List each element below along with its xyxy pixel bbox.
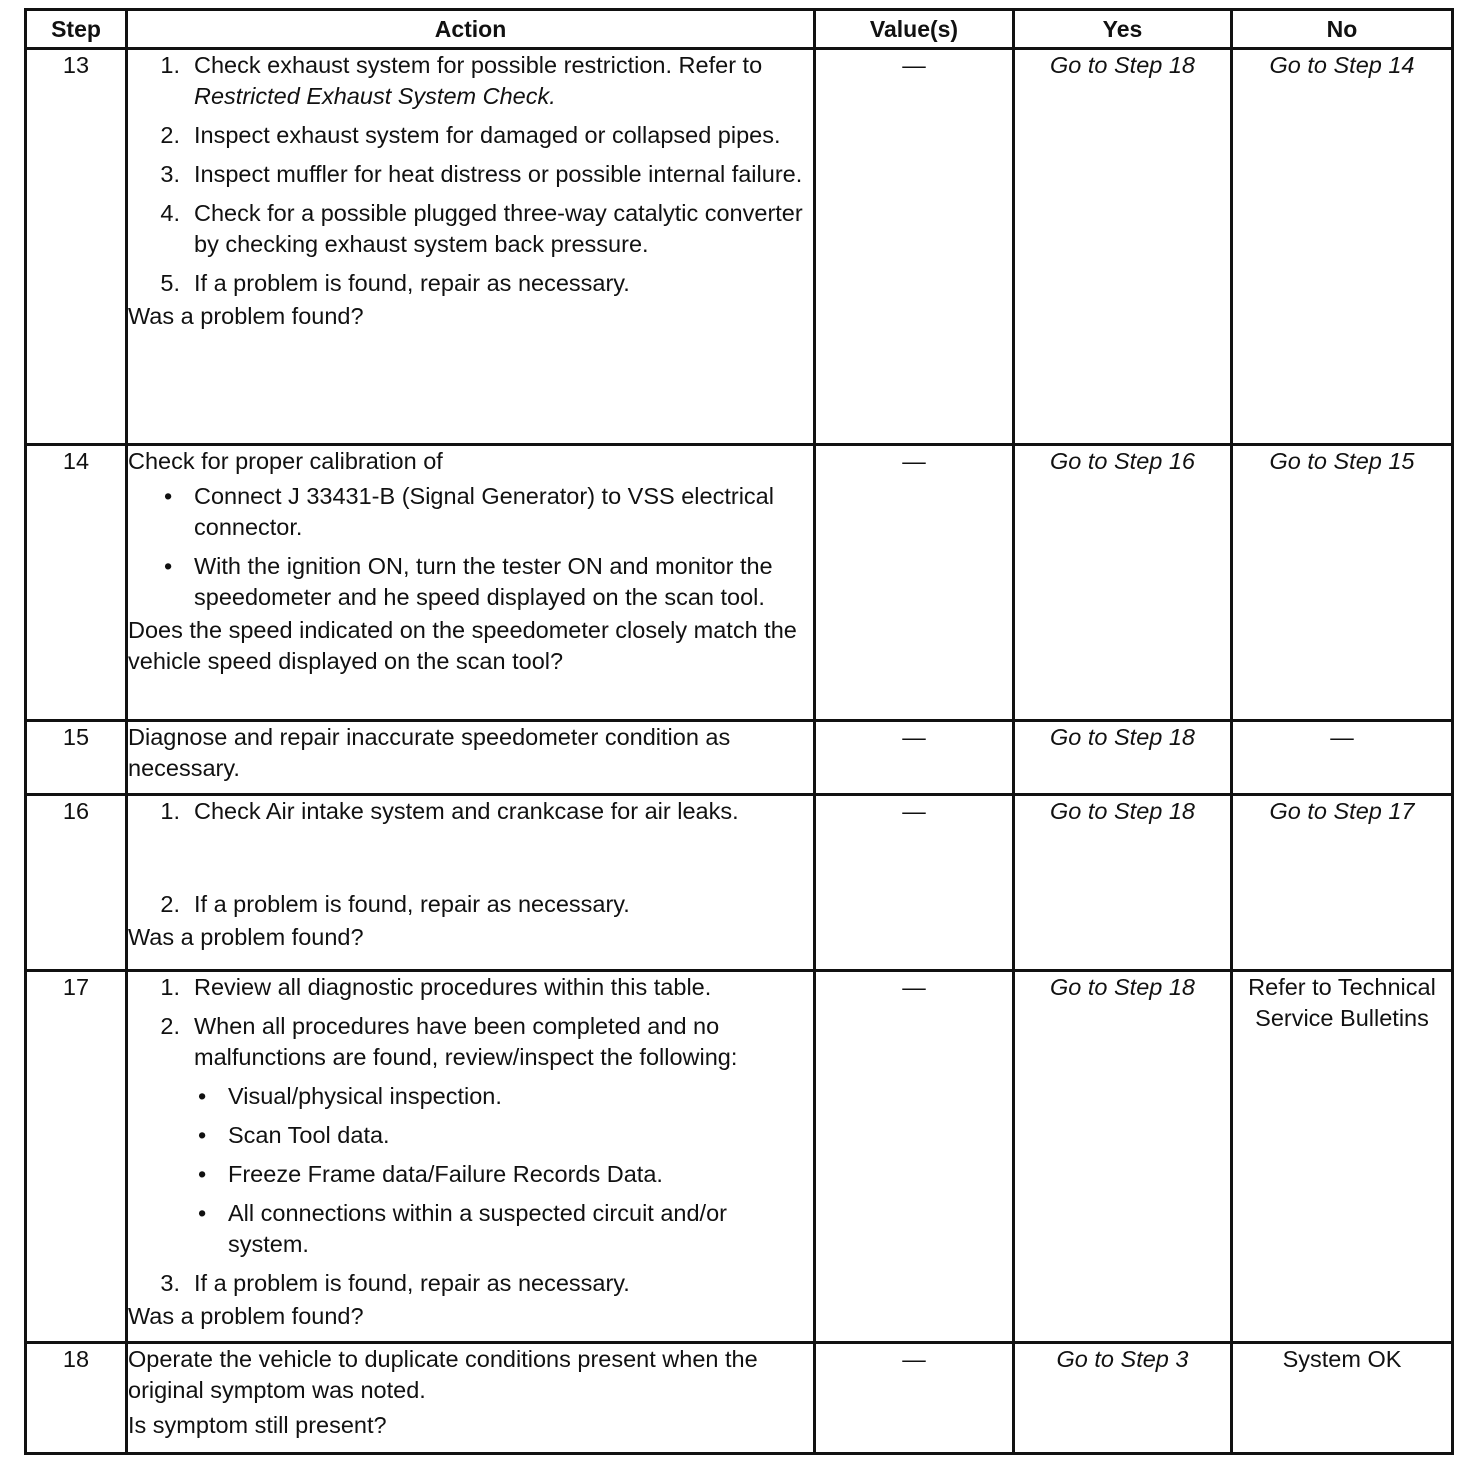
- table-row: [26, 721, 1453, 795]
- yes-cell: Go to Step 18: [1014, 49, 1232, 445]
- header-row: [26, 10, 1453, 49]
- sub-list-item: • Visual/physical inspection.: [198, 1083, 502, 1109]
- step-number: 15: [26, 721, 127, 795]
- list-item: 2. If a problem is found, repair as necessary.: [160, 891, 630, 917]
- step-number: 16: [26, 795, 127, 971]
- action-cell: [127, 721, 815, 795]
- value-cell: —: [815, 971, 1014, 1343]
- action-cell: [127, 1343, 815, 1454]
- value-cell: —: [815, 795, 1014, 971]
- header-step: Step: [26, 10, 127, 49]
- no-cell: Go to Step 15: [1232, 445, 1453, 721]
- question: Was a problem found?: [128, 924, 364, 950]
- list-item: 5. If a problem is found, repair as necessary.: [160, 270, 630, 296]
- action-text: Operate the vehicle to duplicate conditions present when the original symptom was noted.: [128, 1346, 758, 1403]
- list-item: • With the ignition ON, turn the tester ON and monitor the speedometer and he speed displayed on the scan tool.: [164, 553, 773, 610]
- action-text: Diagnose and repair inaccurate speedometer condition as necessary.: [128, 724, 731, 781]
- no-cell: —: [1232, 721, 1453, 795]
- yes-cell: Go to Step 18: [1014, 971, 1232, 1343]
- no-cell: System OK: [1232, 1343, 1453, 1454]
- list-item: 1. Check Air intake system and crankcase for air leaks.: [160, 798, 739, 824]
- action-cell: [127, 971, 815, 1343]
- sub-list-item: • Freeze Frame data/Failure Records Data.: [198, 1161, 663, 1187]
- sub-list-item: • All connections within a suspected circuit and/or system.: [198, 1200, 727, 1257]
- list-item: 2. When all procedures have been completed and no malfunctions are found, review/inspect the following:: [160, 1013, 738, 1070]
- step-number: 13: [26, 49, 127, 445]
- table-row: [26, 1343, 1453, 1454]
- value-cell: —: [815, 1343, 1014, 1454]
- value-cell: —: [815, 49, 1014, 445]
- no-cell: Go to Step 17: [1232, 795, 1453, 971]
- header-no: No: [1232, 10, 1453, 49]
- yes-cell: Go to Step 18: [1014, 795, 1232, 971]
- list-item: • Connect J 33431-B (Signal Generator) to VSS electrical connector.: [164, 483, 774, 540]
- yes-cell: Go to Step 3: [1014, 1343, 1232, 1454]
- no-cell: Go to Step 14: [1232, 49, 1453, 445]
- header-values: Value(s): [815, 10, 1014, 49]
- yes-cell: Go to Step 18: [1014, 721, 1232, 795]
- header-yes: Yes: [1014, 10, 1232, 49]
- list-item: 1. Review all diagnostic procedures within this table.: [160, 974, 712, 1000]
- question: Was a problem found?: [128, 303, 364, 329]
- table-row: [26, 971, 1453, 1343]
- list-item: 1. Check exhaust system for possible restriction. Refer to Restricted Exhaust System Check.: [160, 52, 763, 109]
- step-number: 17: [26, 971, 127, 1343]
- table-row: [26, 49, 1453, 445]
- list-item: 4. Check for a possible plugged three-way catalytic converter by checking exhaust system back pressure.: [160, 200, 803, 257]
- action-cell: [127, 49, 815, 445]
- diagnostic-table: [24, 8, 1454, 1455]
- step-number: 18: [26, 1343, 127, 1454]
- yes-cell: Go to Step 16: [1014, 445, 1232, 721]
- value-cell: —: [815, 721, 1014, 795]
- reference-link: Restricted Exhaust System Check.: [194, 83, 556, 109]
- sub-list-item: • Scan Tool data.: [198, 1122, 390, 1148]
- question: Was a problem found?: [128, 1303, 364, 1329]
- question: Does the speed indicated on the speedometer closely match the vehicle speed displayed on the scan tool?: [128, 617, 797, 674]
- header-action: Action: [127, 10, 815, 49]
- list-item: 3. If a problem is found, repair as necessary.: [160, 1270, 630, 1296]
- action-cell: [127, 445, 815, 721]
- no-cell: Refer to Technical Service Bulletins: [1232, 971, 1453, 1343]
- table-row: [26, 445, 1453, 721]
- action-cell: [127, 795, 815, 971]
- value-cell: —: [815, 445, 1014, 721]
- question: Is symptom still present?: [128, 1412, 387, 1438]
- list-item: 3. Inspect muffler for heat distress or possible internal failure.: [160, 161, 803, 187]
- table-row: [26, 795, 1453, 971]
- list-item: 2. Inspect exhaust system for damaged or collapsed pipes.: [160, 122, 781, 148]
- intro-text: Check for proper calibration of: [128, 448, 443, 474]
- step-number: 14: [26, 445, 127, 721]
